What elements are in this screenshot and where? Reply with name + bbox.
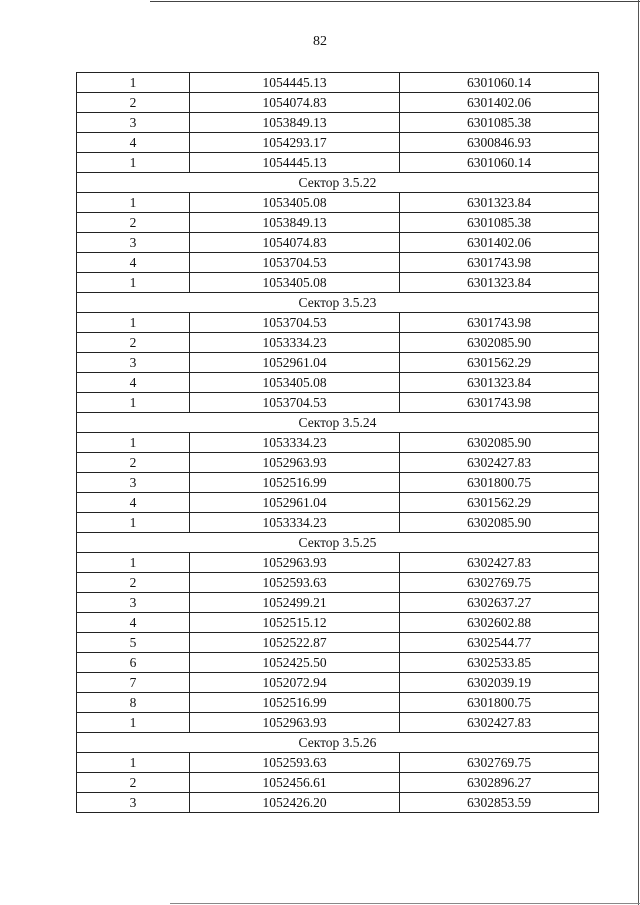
point-number-cell: 1 xyxy=(77,513,190,533)
y-coordinate-cell: 6302853.59 xyxy=(400,793,599,813)
point-number-cell: 2 xyxy=(77,453,190,473)
point-number-cell: 7 xyxy=(77,673,190,693)
page-edge-bottom xyxy=(170,903,640,904)
y-coordinate-cell: 6302085.90 xyxy=(400,433,599,453)
point-number-cell: 2 xyxy=(77,93,190,113)
table-row xyxy=(77,793,599,813)
x-coordinate-cell: 1052522.87 xyxy=(190,633,400,653)
y-coordinate-cell: 6302769.75 xyxy=(400,753,599,773)
table-row xyxy=(77,753,599,773)
x-coordinate-cell: 1053334.23 xyxy=(190,333,400,353)
x-coordinate-cell: 1052961.04 xyxy=(190,353,400,373)
sector-title: Сектор 3.5.23 xyxy=(77,293,599,313)
x-coordinate-cell: 1053405.08 xyxy=(190,373,400,393)
sector-title: Сектор 3.5.26 xyxy=(77,733,599,753)
table-row xyxy=(77,593,599,613)
sector-header-row xyxy=(77,293,599,313)
point-number-cell: 1 xyxy=(77,433,190,453)
table-row xyxy=(77,253,599,273)
table-row xyxy=(77,333,599,353)
point-number-cell: 1 xyxy=(77,753,190,773)
x-coordinate-cell: 1052516.99 xyxy=(190,473,400,493)
table-row xyxy=(77,273,599,293)
point-number-cell: 1 xyxy=(77,73,190,93)
x-coordinate-cell: 1052593.63 xyxy=(190,573,400,593)
y-coordinate-cell: 6301323.84 xyxy=(400,373,599,393)
sector-header-row xyxy=(77,533,599,553)
x-coordinate-cell: 1054445.13 xyxy=(190,153,400,173)
coordinates-table xyxy=(76,72,599,813)
x-coordinate-cell: 1053704.53 xyxy=(190,313,400,333)
x-coordinate-cell: 1052515.12 xyxy=(190,613,400,633)
x-coordinate-cell: 1053704.53 xyxy=(190,253,400,273)
y-coordinate-cell: 6301743.98 xyxy=(400,393,599,413)
y-coordinate-cell: 6302427.83 xyxy=(400,453,599,473)
y-coordinate-cell: 6301743.98 xyxy=(400,313,599,333)
y-coordinate-cell: 6301800.75 xyxy=(400,693,599,713)
point-number-cell: 8 xyxy=(77,693,190,713)
point-number-cell: 3 xyxy=(77,353,190,373)
point-number-cell: 5 xyxy=(77,633,190,653)
point-number-cell: 4 xyxy=(77,253,190,273)
y-coordinate-cell: 6301060.14 xyxy=(400,153,599,173)
y-coordinate-cell: 6302533.85 xyxy=(400,653,599,673)
page-edge-right xyxy=(638,0,639,905)
y-coordinate-cell: 6302427.83 xyxy=(400,713,599,733)
table-row xyxy=(77,453,599,473)
table-row xyxy=(77,393,599,413)
point-number-cell: 1 xyxy=(77,313,190,333)
x-coordinate-cell: 1053334.23 xyxy=(190,513,400,533)
y-coordinate-cell: 6301085.38 xyxy=(400,113,599,133)
y-coordinate-cell: 6302602.88 xyxy=(400,613,599,633)
x-coordinate-cell: 1052593.63 xyxy=(190,753,400,773)
x-coordinate-cell: 1054074.83 xyxy=(190,233,400,253)
y-coordinate-cell: 6300846.93 xyxy=(400,133,599,153)
y-coordinate-cell: 6301562.29 xyxy=(400,353,599,373)
table-row xyxy=(77,633,599,653)
point-number-cell: 1 xyxy=(77,393,190,413)
x-coordinate-cell: 1053849.13 xyxy=(190,213,400,233)
x-coordinate-cell: 1053849.13 xyxy=(190,113,400,133)
sector-header-row xyxy=(77,173,599,193)
y-coordinate-cell: 6301085.38 xyxy=(400,213,599,233)
table-row xyxy=(77,693,599,713)
table-row xyxy=(77,353,599,373)
point-number-cell: 2 xyxy=(77,213,190,233)
point-number-cell: 2 xyxy=(77,333,190,353)
x-coordinate-cell: 1053405.08 xyxy=(190,193,400,213)
table-row xyxy=(77,773,599,793)
table-row xyxy=(77,73,599,93)
page-number: 82 xyxy=(313,34,327,49)
x-coordinate-cell: 1053405.08 xyxy=(190,273,400,293)
y-coordinate-cell: 6302085.90 xyxy=(400,513,599,533)
sector-title: Сектор 3.5.25 xyxy=(77,533,599,553)
x-coordinate-cell: 1052963.93 xyxy=(190,713,400,733)
y-coordinate-cell: 6302544.77 xyxy=(400,633,599,653)
table-row xyxy=(77,153,599,173)
y-coordinate-cell: 6301743.98 xyxy=(400,253,599,273)
table-row xyxy=(77,433,599,453)
table-row xyxy=(77,573,599,593)
x-coordinate-cell: 1054293.17 xyxy=(190,133,400,153)
point-number-cell: 3 xyxy=(77,233,190,253)
y-coordinate-cell: 6302769.75 xyxy=(400,573,599,593)
point-number-cell: 6 xyxy=(77,653,190,673)
sector-title: Сектор 3.5.24 xyxy=(77,413,599,433)
sector-title: Сектор 3.5.22 xyxy=(77,173,599,193)
table-row xyxy=(77,673,599,693)
y-coordinate-cell: 6301800.75 xyxy=(400,473,599,493)
table-row xyxy=(77,613,599,633)
table-row xyxy=(77,493,599,513)
point-number-cell: 4 xyxy=(77,133,190,153)
table-row xyxy=(77,193,599,213)
table-row xyxy=(77,473,599,493)
x-coordinate-cell: 1052961.04 xyxy=(190,493,400,513)
point-number-cell: 1 xyxy=(77,713,190,733)
table-row xyxy=(77,133,599,153)
x-coordinate-cell: 1054074.83 xyxy=(190,93,400,113)
table-row xyxy=(77,553,599,573)
y-coordinate-cell: 6301060.14 xyxy=(400,73,599,93)
page-edge-top xyxy=(150,1,640,2)
x-coordinate-cell: 1052963.93 xyxy=(190,453,400,473)
y-coordinate-cell: 6302637.27 xyxy=(400,593,599,613)
table-row xyxy=(77,373,599,393)
coordinates-table-body xyxy=(77,73,599,813)
point-number-cell: 3 xyxy=(77,473,190,493)
table-row xyxy=(77,713,599,733)
point-number-cell: 3 xyxy=(77,793,190,813)
point-number-cell: 3 xyxy=(77,593,190,613)
point-number-cell: 4 xyxy=(77,493,190,513)
point-number-cell: 1 xyxy=(77,193,190,213)
table-row xyxy=(77,653,599,673)
point-number-cell: 2 xyxy=(77,573,190,593)
point-number-cell: 4 xyxy=(77,613,190,633)
point-number-cell: 1 xyxy=(77,553,190,573)
table-row xyxy=(77,113,599,133)
sector-header-row xyxy=(77,733,599,753)
x-coordinate-cell: 1053334.23 xyxy=(190,433,400,453)
x-coordinate-cell: 1052456.61 xyxy=(190,773,400,793)
table-row xyxy=(77,513,599,533)
x-coordinate-cell: 1052426.20 xyxy=(190,793,400,813)
y-coordinate-cell: 6301323.84 xyxy=(400,193,599,213)
x-coordinate-cell: 1052963.93 xyxy=(190,553,400,573)
x-coordinate-cell: 1052425.50 xyxy=(190,653,400,673)
y-coordinate-cell: 6301562.29 xyxy=(400,493,599,513)
point-number-cell: 4 xyxy=(77,373,190,393)
y-coordinate-cell: 6302896.27 xyxy=(400,773,599,793)
point-number-cell: 1 xyxy=(77,153,190,173)
x-coordinate-cell: 1053704.53 xyxy=(190,393,400,413)
y-coordinate-cell: 6301323.84 xyxy=(400,273,599,293)
table-row xyxy=(77,313,599,333)
y-coordinate-cell: 6301402.06 xyxy=(400,233,599,253)
y-coordinate-cell: 6302039.19 xyxy=(400,673,599,693)
y-coordinate-cell: 6301402.06 xyxy=(400,93,599,113)
table-row xyxy=(77,93,599,113)
x-coordinate-cell: 1052072.94 xyxy=(190,673,400,693)
y-coordinate-cell: 6302427.83 xyxy=(400,553,599,573)
sector-header-row xyxy=(77,413,599,433)
table-row xyxy=(77,213,599,233)
point-number-cell: 3 xyxy=(77,113,190,133)
x-coordinate-cell: 1054445.13 xyxy=(190,73,400,93)
point-number-cell: 2 xyxy=(77,773,190,793)
y-coordinate-cell: 6302085.90 xyxy=(400,333,599,353)
x-coordinate-cell: 1052499.21 xyxy=(190,593,400,613)
x-coordinate-cell: 1052516.99 xyxy=(190,693,400,713)
table-row xyxy=(77,233,599,253)
point-number-cell: 1 xyxy=(77,273,190,293)
